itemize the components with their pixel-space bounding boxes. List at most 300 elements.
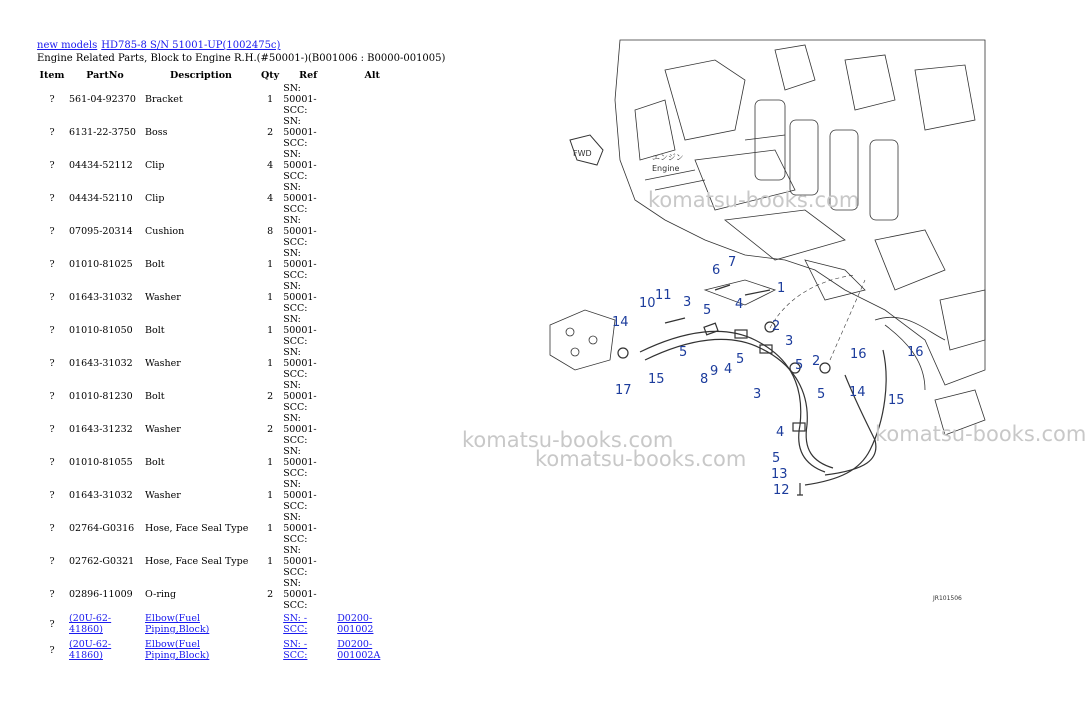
table-row xyxy=(37,479,409,512)
partno-cell xyxy=(67,215,143,248)
table-row xyxy=(37,248,409,281)
ref-link xyxy=(283,215,316,248)
description-cell xyxy=(143,83,259,116)
alt-cell xyxy=(335,413,409,446)
ref-link xyxy=(283,479,316,512)
column-header-item: Item xyxy=(39,69,65,81)
description-cell xyxy=(143,281,259,314)
qty-cell-text: 1 xyxy=(267,259,274,270)
ref-cell xyxy=(281,637,335,663)
ref-scc: SCC: xyxy=(283,336,308,347)
description-cell-text: Clip xyxy=(145,193,165,204)
column-header-qty: Qty xyxy=(261,69,280,81)
alt-cell xyxy=(335,545,409,578)
item-cell xyxy=(37,149,67,182)
ref-sn: SN: 50001- xyxy=(283,446,317,468)
item-cell-text: ? xyxy=(49,358,55,369)
ref-link xyxy=(283,380,316,413)
item-cell-text: ? xyxy=(49,160,55,171)
alt-cell xyxy=(335,479,409,512)
partno-cell-text: 6131-22-3750 xyxy=(69,127,136,138)
table-row xyxy=(37,512,409,545)
item-cell-text: ? xyxy=(49,457,55,468)
ref-cell xyxy=(281,446,335,479)
ref-scc: SCC: xyxy=(283,567,308,578)
item-cell xyxy=(37,314,67,347)
callout-number: 14 xyxy=(849,385,866,400)
ref-link xyxy=(283,512,316,545)
alt-cell xyxy=(335,314,409,347)
partno-cell xyxy=(67,149,143,182)
qty-cell xyxy=(259,83,281,116)
description-cell xyxy=(143,512,259,545)
ref-link[interactable] xyxy=(283,613,307,635)
ref-cell xyxy=(281,248,335,281)
partno-cell-text: 01010-81055 xyxy=(69,457,133,468)
parts-table xyxy=(37,67,409,663)
description-cell-text: Washer xyxy=(145,490,181,501)
callout-number: 4 xyxy=(776,425,785,440)
description-cell-text: Cushion xyxy=(145,226,185,237)
ref-link[interactable] xyxy=(283,639,307,661)
qty-cell xyxy=(259,446,281,479)
qty-cell xyxy=(259,578,281,611)
engine-drawing xyxy=(550,40,985,435)
table-row xyxy=(37,281,409,314)
partno-cell-text: 07095-20314 xyxy=(69,226,133,237)
item-cell-text: ? xyxy=(49,490,55,501)
partno-cell-text: 01010-81230 xyxy=(69,391,133,402)
description-cell-text: Bolt xyxy=(145,325,165,336)
qty-cell xyxy=(259,479,281,512)
engine-label: Engine xyxy=(652,164,680,173)
item-cell xyxy=(37,182,67,215)
table-row xyxy=(37,149,409,182)
qty-cell-text: 1 xyxy=(267,457,274,468)
ref-link xyxy=(283,281,316,314)
description-cell xyxy=(143,248,259,281)
description-cell-text: Boss xyxy=(145,127,168,138)
qty-cell-text: 1 xyxy=(267,292,274,303)
fwd-label: FWD xyxy=(573,149,592,158)
ref-scc: SCC: xyxy=(283,468,308,479)
callout-number: 15 xyxy=(888,393,905,408)
callout-number: 6 xyxy=(712,263,721,278)
item-cell xyxy=(37,215,67,248)
item-cell-text: ? xyxy=(49,127,55,138)
partno-cell-text[interactable]: (20U-62-41860) xyxy=(69,613,112,635)
callout-labels xyxy=(612,255,924,498)
ref-cell xyxy=(281,314,335,347)
qty-cell-text: 4 xyxy=(267,193,274,204)
partno-cell-text[interactable]: (20U-62-41860) xyxy=(69,639,112,661)
description-cell xyxy=(143,182,259,215)
qty-cell xyxy=(259,637,281,663)
ref-sn: SN: 50001- xyxy=(283,116,317,138)
description-cell xyxy=(143,545,259,578)
qty-cell xyxy=(259,545,281,578)
qty-cell-text: 1 xyxy=(267,325,274,336)
callout-number: 3 xyxy=(753,387,762,402)
qty-cell-text: 1 xyxy=(267,358,274,369)
partno-cell xyxy=(67,446,143,479)
table-row xyxy=(37,380,409,413)
ref-cell xyxy=(281,380,335,413)
ref-sn: SN: 50001- xyxy=(283,314,317,336)
partno-cell-text: 561-04-92370 xyxy=(69,94,136,105)
item-cell-text: ? xyxy=(49,618,55,630)
description-cell xyxy=(143,215,259,248)
alt-link[interactable]: D0200-001002 xyxy=(337,613,374,635)
table-row xyxy=(37,347,409,380)
qty-cell-text: 1 xyxy=(267,523,274,534)
callout-number: 2 xyxy=(772,319,781,334)
callout-number: 1 xyxy=(777,281,786,296)
page-title: Engine Related Parts, Block to Engine R.H.(#50001-)(B001006 : B0000-001005) xyxy=(37,53,446,64)
item-cell xyxy=(37,116,67,149)
ref-sn: SN: 50001- xyxy=(283,512,317,534)
ref-sn: SN: 50001- xyxy=(283,149,317,171)
callout-number: 5 xyxy=(679,345,688,360)
ref-sn: SN: 50001- xyxy=(283,182,317,204)
ref-cell xyxy=(281,611,335,637)
ref-sn: SN: 50001- xyxy=(283,347,317,369)
partno-cell-text: 01010-81025 xyxy=(69,259,133,270)
callout-number: 16 xyxy=(907,345,924,360)
item-cell-text: ? xyxy=(49,226,55,237)
ref-sn: SN: - xyxy=(283,639,308,650)
ref-cell xyxy=(281,347,335,380)
ref-sn: SN: 50001- xyxy=(283,578,317,600)
ref-scc: SCC: xyxy=(283,624,308,635)
item-cell xyxy=(37,479,67,512)
alt-cell xyxy=(335,83,409,116)
ref-scc: SCC: xyxy=(283,369,308,380)
partno-cell xyxy=(67,637,143,663)
ref-link xyxy=(283,116,316,149)
ref-cell xyxy=(281,413,335,446)
qty-cell xyxy=(259,149,281,182)
parts-diagram xyxy=(545,40,985,610)
partno-cell xyxy=(67,545,143,578)
column-header-ref: Ref xyxy=(299,69,318,81)
diagram-ref-code: JR101506 xyxy=(933,595,962,602)
ref-sn: SN: 50001- xyxy=(283,281,317,303)
callout-number: 14 xyxy=(612,315,629,330)
ref-sn: SN: 50001- xyxy=(283,545,317,567)
alt-cell xyxy=(335,248,409,281)
callout-number: 2 xyxy=(812,354,821,369)
item-cell-text: ? xyxy=(49,523,55,534)
ref-scc: SCC: xyxy=(283,600,308,611)
ref-link xyxy=(283,182,316,215)
qty-cell-text: 1 xyxy=(267,94,274,105)
description-cell-text: Hose, Face Seal Type xyxy=(145,523,249,534)
table-row xyxy=(37,215,409,248)
alt-cell xyxy=(335,182,409,215)
ref-scc: SCC: xyxy=(283,501,308,512)
ref-cell xyxy=(281,215,335,248)
item-cell xyxy=(37,611,67,637)
ref-scc: SCC: xyxy=(283,402,308,413)
callout-number: 4 xyxy=(724,362,733,377)
ref-sn: SN: 50001- xyxy=(283,83,317,105)
callout-number: 15 xyxy=(648,372,665,387)
table-row xyxy=(37,578,409,611)
alt-cell xyxy=(335,347,409,380)
item-cell-text: ? xyxy=(49,259,55,270)
partno-cell xyxy=(67,512,143,545)
item-cell-text: ? xyxy=(49,424,55,435)
description-cell-text: Clip xyxy=(145,160,165,171)
partno-cell-text: 04434-52112 xyxy=(69,160,133,171)
alt-cell xyxy=(335,446,409,479)
description-cell xyxy=(143,578,259,611)
table-row xyxy=(37,446,409,479)
ref-cell xyxy=(281,545,335,578)
description-cell-text: Hose, Face Seal Type xyxy=(145,556,249,567)
qty-cell-text: 2 xyxy=(267,589,274,600)
partno-cell xyxy=(67,479,143,512)
item-cell xyxy=(37,512,67,545)
qty-cell xyxy=(259,413,281,446)
callout-number: 16 xyxy=(850,347,867,362)
description-cell-text[interactable]: Elbow(Fuel Piping,Block) xyxy=(145,639,210,661)
partno-cell-text: 01643-31032 xyxy=(69,358,133,369)
qty-cell xyxy=(259,611,281,637)
alt-cell xyxy=(335,578,409,611)
partno-cell-text: 01643-31032 xyxy=(69,490,133,501)
qty-cell-text: 2 xyxy=(267,424,274,435)
description-cell xyxy=(143,479,259,512)
ref-cell xyxy=(281,149,335,182)
qty-cell-text: 2 xyxy=(267,127,274,138)
item-cell xyxy=(37,545,67,578)
ref-link xyxy=(283,413,316,446)
breadcrumb xyxy=(37,40,417,52)
alt-cell xyxy=(335,512,409,545)
qty-cell xyxy=(259,182,281,215)
callout-number: 8 xyxy=(700,372,709,387)
fwd-arrow xyxy=(570,135,603,165)
ref-cell xyxy=(281,116,335,149)
ref-cell xyxy=(281,182,335,215)
alt-cell xyxy=(335,611,409,637)
breadcrumb-link-model[interactable]: HD785-8 S/N 51001-UP(1002475c) xyxy=(101,40,281,51)
ref-link xyxy=(283,578,316,611)
qty-cell xyxy=(259,347,281,380)
callout-number: 4 xyxy=(735,297,744,312)
ref-cell xyxy=(281,479,335,512)
ref-scc: SCC: xyxy=(283,237,308,248)
qty-cell-text: 1 xyxy=(267,556,274,567)
ref-link xyxy=(283,347,316,380)
qty-cell-text: 4 xyxy=(267,160,274,171)
partno-cell-text: 02762-G0321 xyxy=(69,556,135,567)
description-cell-text: Bolt xyxy=(145,259,165,270)
description-cell xyxy=(143,149,259,182)
ref-scc: SCC: xyxy=(283,138,308,149)
callout-number: 3 xyxy=(683,295,692,310)
partno-cell xyxy=(67,347,143,380)
callout-number: 5 xyxy=(703,303,712,318)
qty-cell xyxy=(259,314,281,347)
ref-scc: SCC: xyxy=(283,534,308,545)
ref-cell xyxy=(281,512,335,545)
ref-sn: SN: 50001- xyxy=(283,479,317,501)
partno-cell xyxy=(67,578,143,611)
column-header-description: Description xyxy=(170,69,232,81)
table-row xyxy=(37,637,409,663)
table-row xyxy=(37,314,409,347)
callout-number: 17 xyxy=(615,383,632,398)
ref-scc: SCC: xyxy=(283,171,308,182)
partno-cell-text: 02764-G0316 xyxy=(69,523,135,534)
callout-number: 13 xyxy=(771,467,788,482)
description-cell xyxy=(143,637,259,663)
partno-cell xyxy=(67,83,143,116)
item-cell xyxy=(37,83,67,116)
item-cell xyxy=(37,446,67,479)
description-cell xyxy=(143,380,259,413)
watermark: komatsu-books.com xyxy=(462,428,674,452)
item-cell xyxy=(37,248,67,281)
item-cell xyxy=(37,380,67,413)
description-cell-text: Bolt xyxy=(145,457,165,468)
qty-cell-text: 1 xyxy=(267,490,274,501)
description-cell xyxy=(143,314,259,347)
ref-link xyxy=(283,248,316,281)
callout-number: 5 xyxy=(817,387,826,402)
ref-sn: SN: 50001- xyxy=(283,380,317,402)
item-cell xyxy=(37,281,67,314)
table-row xyxy=(37,413,409,446)
item-cell-text: ? xyxy=(49,325,55,336)
item-cell-text: ? xyxy=(49,556,55,567)
table-row xyxy=(37,83,409,116)
qty-cell xyxy=(259,215,281,248)
callout-number: 5 xyxy=(772,451,781,466)
item-cell-text: ? xyxy=(49,292,55,303)
description-cell-text[interactable]: Elbow(Fuel Piping,Block) xyxy=(145,613,210,635)
callout-number: 9 xyxy=(710,364,719,379)
ref-sn: SN: 50001- xyxy=(283,215,317,237)
ref-link xyxy=(283,446,316,479)
description-cell-text: Bracket xyxy=(145,94,183,105)
callout-number: 3 xyxy=(785,334,794,349)
description-cell xyxy=(143,347,259,380)
alt-link[interactable]: D0200-001002A xyxy=(337,639,381,661)
description-cell xyxy=(143,446,259,479)
partno-cell xyxy=(67,182,143,215)
partno-cell xyxy=(67,413,143,446)
ref-link xyxy=(283,83,316,116)
partno-cell xyxy=(67,248,143,281)
callout-number: 5 xyxy=(736,352,745,367)
callout-number: 5 xyxy=(795,358,804,373)
partno-cell xyxy=(67,380,143,413)
ref-sn: SN: 50001- xyxy=(283,248,317,270)
parts-list-panel xyxy=(37,40,446,663)
column-header-alt: Alt xyxy=(364,69,380,81)
item-cell-text: ? xyxy=(49,589,55,600)
description-cell-text: Washer xyxy=(145,292,181,303)
column-header-partno: PartNo xyxy=(86,69,124,81)
qty-cell-text: 2 xyxy=(267,391,274,402)
table-row xyxy=(37,116,409,149)
partno-cell xyxy=(67,281,143,314)
qty-cell xyxy=(259,512,281,545)
table-row xyxy=(37,545,409,578)
breadcrumb-link-new-models[interactable]: new models xyxy=(37,40,98,51)
description-cell-text: Bolt xyxy=(145,391,165,402)
ref-sn: SN: - xyxy=(283,613,308,624)
ref-sn: SN: 50001- xyxy=(283,413,317,435)
description-cell-text: O-ring xyxy=(145,589,177,600)
alt-cell xyxy=(335,116,409,149)
table-header-row xyxy=(37,67,409,83)
parts-table-body xyxy=(37,83,409,663)
ref-cell xyxy=(281,281,335,314)
description-cell-text: Washer xyxy=(145,358,181,369)
table-row xyxy=(37,182,409,215)
qty-cell xyxy=(259,248,281,281)
ref-scc: SCC: xyxy=(283,650,308,661)
description-cell-text: Washer xyxy=(145,424,181,435)
partno-cell-text: 01643-31232 xyxy=(69,424,133,435)
item-cell xyxy=(37,413,67,446)
item-cell xyxy=(37,637,67,663)
qty-cell xyxy=(259,281,281,314)
item-cell-text: ? xyxy=(49,644,55,656)
partno-cell xyxy=(67,611,143,637)
partno-cell xyxy=(67,116,143,149)
qty-cell xyxy=(259,116,281,149)
description-cell xyxy=(143,611,259,637)
ref-cell xyxy=(281,578,335,611)
ref-scc: SCC: xyxy=(283,105,308,116)
table-row xyxy=(37,611,409,637)
callout-number: 12 xyxy=(773,483,790,498)
partno-cell-text: 01643-31032 xyxy=(69,292,133,303)
alt-cell xyxy=(335,281,409,314)
watermark: komatsu-books.com xyxy=(535,447,747,471)
ref-cell xyxy=(281,83,335,116)
item-cell-text: ? xyxy=(49,391,55,402)
qty-cell xyxy=(259,380,281,413)
ref-scc: SCC: xyxy=(283,435,308,446)
partno-cell-text: 02896-11009 xyxy=(69,589,133,600)
partno-cell-text: 04434-52110 xyxy=(69,193,133,204)
alt-cell xyxy=(335,215,409,248)
ref-link xyxy=(283,149,316,182)
ref-scc: SCC: xyxy=(283,270,308,281)
watermark: komatsu-books.com xyxy=(875,422,1086,446)
watermark: komatsu-books.com xyxy=(648,188,860,212)
engine-label-jp: エンジン xyxy=(652,153,684,162)
item-cell-text: ? xyxy=(49,94,55,105)
alt-cell xyxy=(335,637,409,663)
ref-scc: SCC: xyxy=(283,204,308,215)
partno-cell-text: 01010-81050 xyxy=(69,325,133,336)
callout-number: 7 xyxy=(728,255,737,270)
callout-number: 10 xyxy=(639,296,656,311)
description-cell xyxy=(143,116,259,149)
partno-cell xyxy=(67,314,143,347)
item-cell xyxy=(37,347,67,380)
callout-number: 11 xyxy=(655,288,672,303)
item-cell xyxy=(37,578,67,611)
